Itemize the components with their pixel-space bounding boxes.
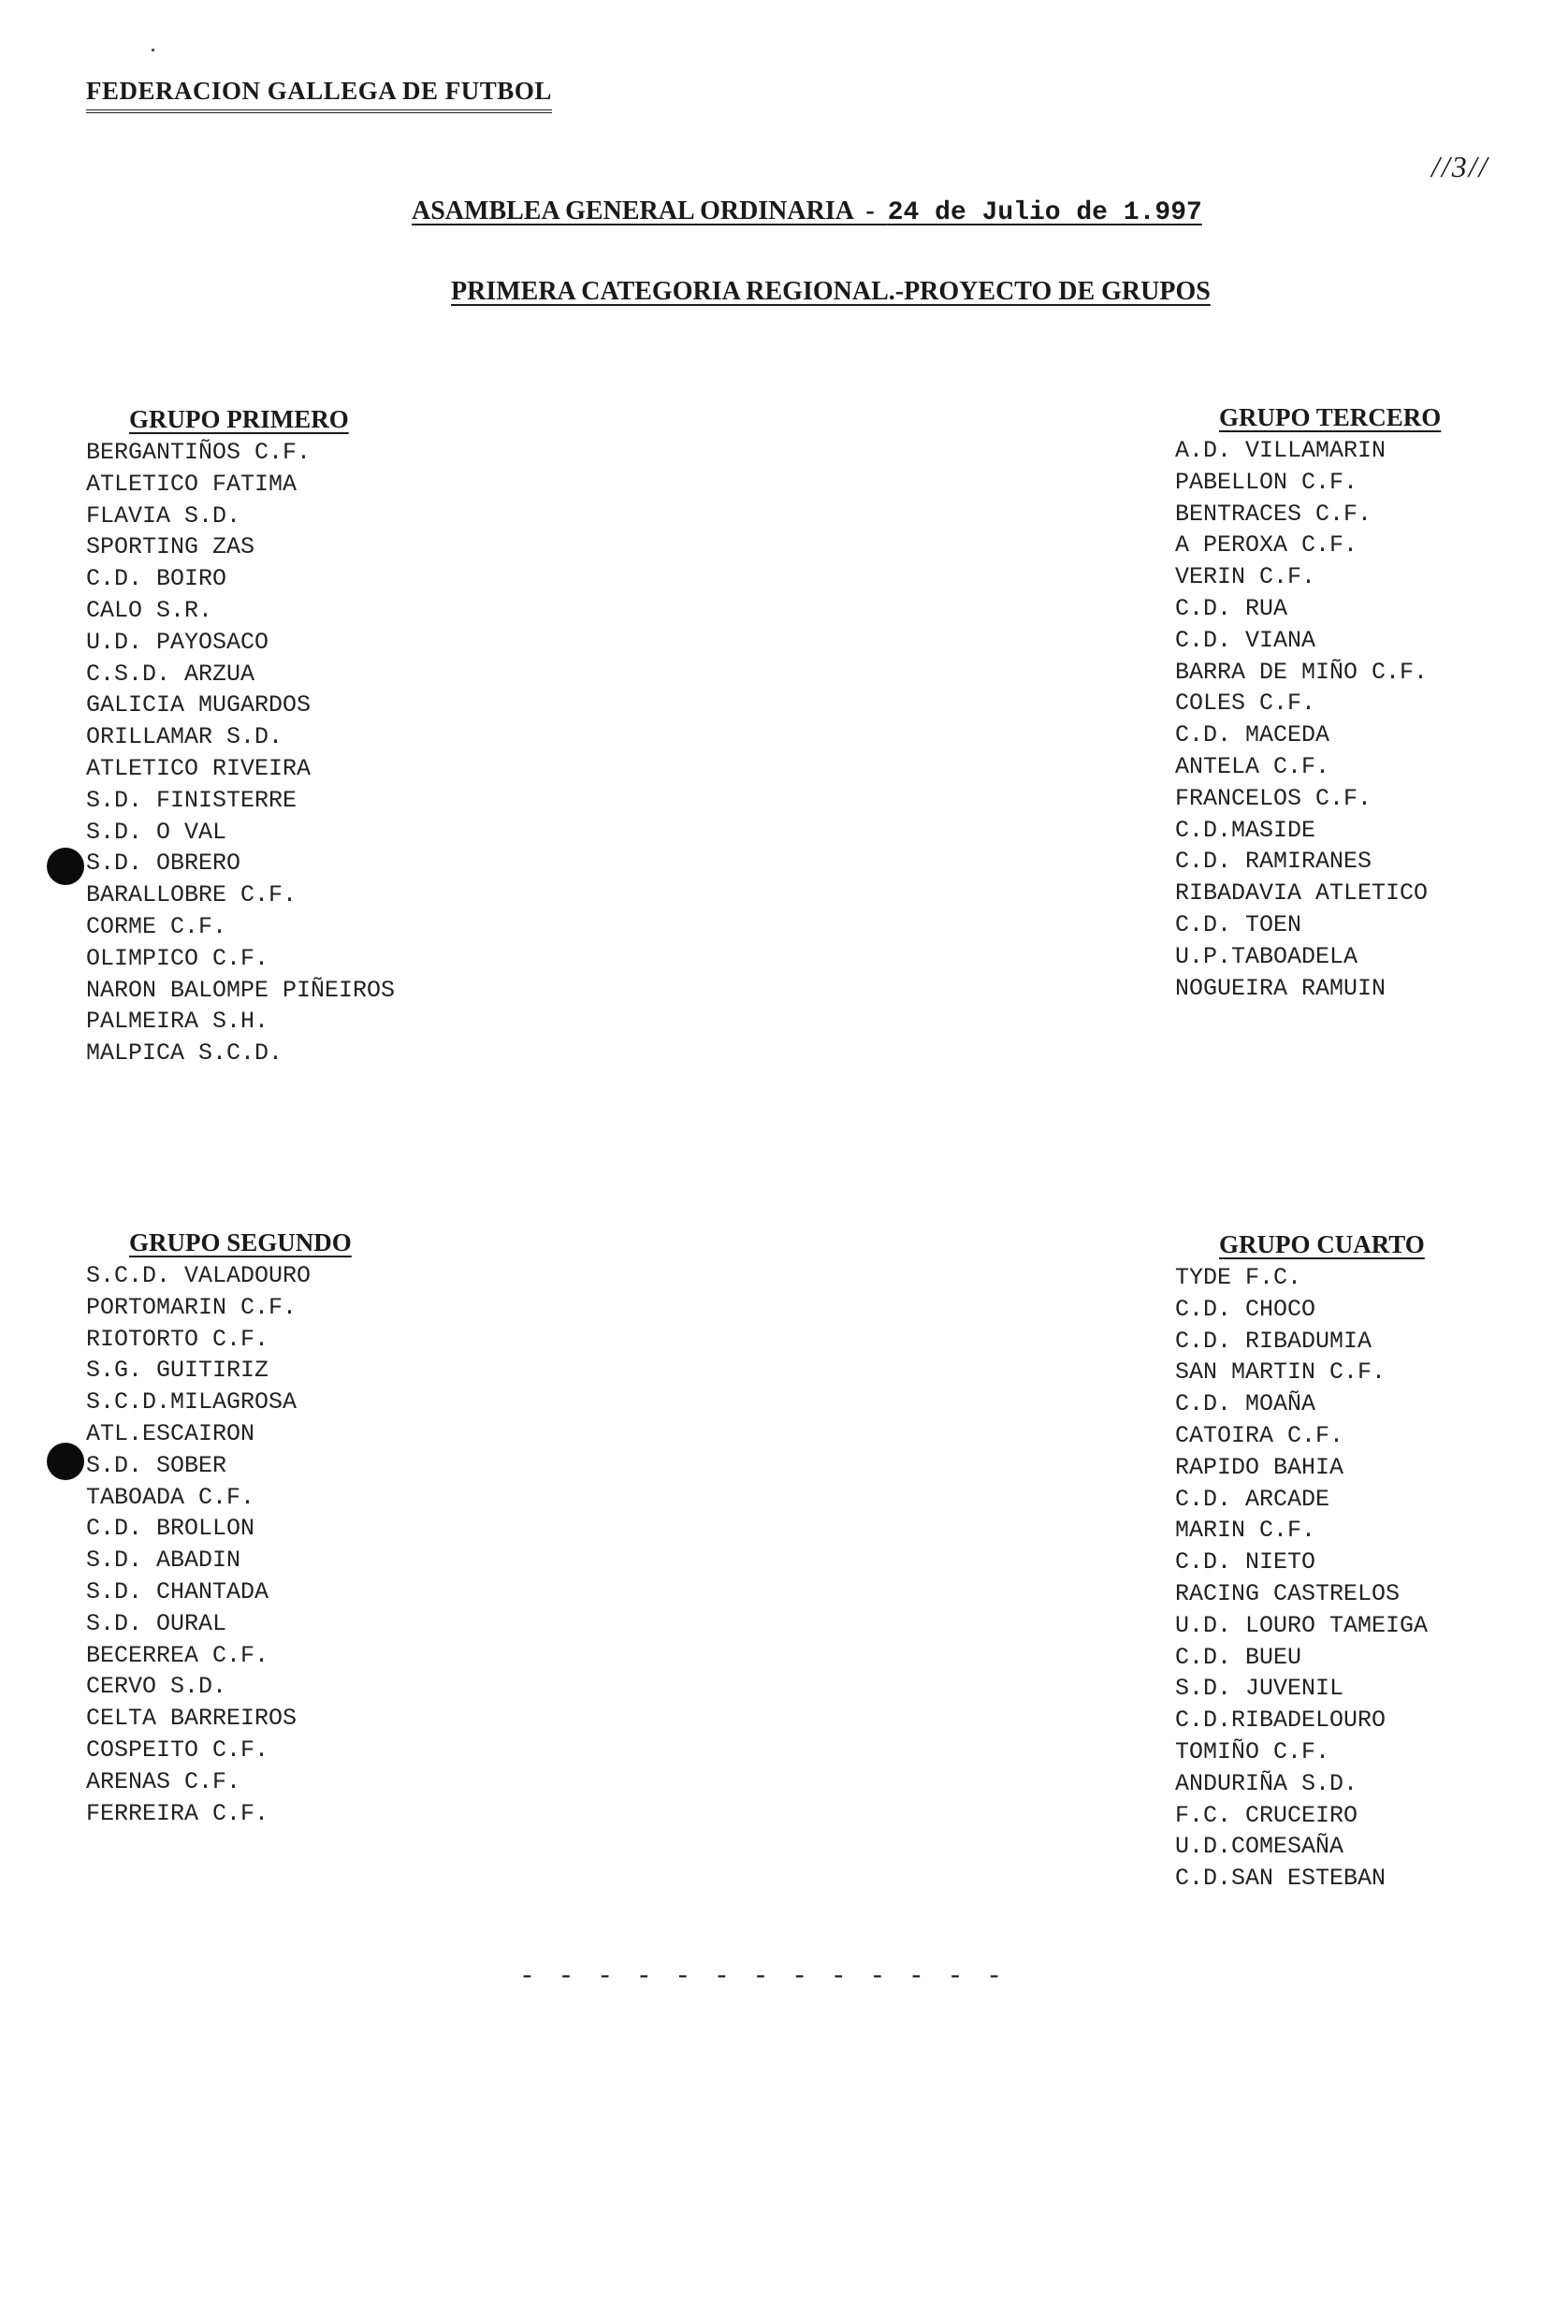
team-item: ARENAS C.F.	[86, 1767, 241, 1795]
team-item: C.D.MASIDE	[1175, 816, 1316, 844]
team-item: CALO S.R.	[86, 596, 213, 624]
team-list	[86, 437, 395, 1069]
team-item: PORTOMARIN C.F.	[86, 1293, 298, 1321]
team-item: C.D. BOIRO	[86, 565, 227, 593]
team-item: S.G. GUITIRIZ	[86, 1357, 269, 1385]
group-tercero	[1175, 403, 1441, 1004]
team-item: PABELLON C.F.	[1175, 468, 1358, 496]
team-item: C.D. CHOCO	[1175, 1295, 1316, 1323]
team-item: ATL.ESCAIRON	[86, 1419, 255, 1447]
team-item: C.D. ARCADE	[1175, 1485, 1330, 1513]
team-item: TOMIÑO C.F.	[1175, 1737, 1330, 1765]
team-item: FRANCELOS C.F.	[1175, 784, 1372, 812]
team-item: U.D. PAYOSACO	[86, 628, 269, 656]
team-item: C.D. MOAÑA	[1175, 1390, 1316, 1418]
team-item: C.S.D. ARZUA	[86, 660, 255, 688]
team-item: U.D.COMESAÑA	[1175, 1833, 1344, 1861]
page-number: //3//	[1431, 150, 1489, 183]
team-item: CELTA BARREIROS	[86, 1705, 298, 1733]
team-item: ANDURIÑA S.D.	[1175, 1769, 1358, 1797]
team-item: GALICIA MUGARDOS	[86, 691, 312, 719]
team-item: A.D. VILLAMARIN	[1175, 437, 1387, 464]
team-item: TABOADA C.F.	[86, 1483, 255, 1511]
team-item: C.D. RIBADUMIA	[1175, 1327, 1372, 1355]
group-title: GRUPO SEGUNDO	[129, 1228, 352, 1256]
team-item: S.D. OBRERO	[86, 850, 241, 878]
team-list	[1175, 1262, 1428, 1895]
team-item: C.D. TOEN	[1175, 910, 1302, 938]
team-item: RACING CASTRELOS	[1175, 1579, 1401, 1607]
team-item: MARIN C.F.	[1175, 1517, 1316, 1545]
team-item: S.C.D. VALADOURO	[86, 1262, 312, 1289]
team-list	[1175, 435, 1441, 1004]
group-cuarto	[1175, 1230, 1428, 1895]
team-item: BARALLOBRE C.F.	[86, 881, 298, 909]
team-item: BARRA DE MIÑO C.F.	[1175, 658, 1429, 686]
team-item: FERREIRA C.F.	[86, 1799, 269, 1827]
group-title: GRUPO CUARTO	[1219, 1230, 1425, 1258]
team-item: U.P.TABOADELA	[1175, 942, 1358, 970]
team-item: COLES C.F.	[1175, 690, 1316, 718]
group-title: GRUPO PRIMERO	[129, 405, 349, 433]
team-item: BENTRACES C.F.	[1175, 500, 1372, 528]
team-item: COSPEITO C.F.	[86, 1736, 269, 1764]
team-item: S.D. FINISTERRE	[86, 786, 298, 814]
team-item: RIOTORTO C.F.	[86, 1325, 269, 1353]
team-item: U.D. LOURO TAMEIGA	[1175, 1611, 1429, 1639]
team-list	[86, 1260, 352, 1829]
team-item: NARON BALOMPE PIÑEIROS	[86, 976, 396, 1004]
team-item: CATOIRA C.F.	[1175, 1421, 1344, 1449]
group-primero	[86, 405, 395, 1069]
team-item: S.D. SOBER	[86, 1451, 227, 1479]
team-item: C.D.RIBADELOURO	[1175, 1707, 1387, 1735]
team-item: F.C. CRUCEIRO	[1175, 1801, 1358, 1829]
team-item: CORME C.F.	[86, 912, 227, 940]
assembly-date: 24 de Julio de 1.997	[887, 198, 1202, 227]
team-item: C.D. BROLLON	[86, 1515, 255, 1543]
team-item: ORILLAMAR S.D.	[86, 723, 283, 751]
organization-name: FEDERACION GALLEGA DE FUTBOL	[86, 77, 552, 113]
group-segundo	[86, 1228, 352, 1829]
team-item: BECERREA C.F.	[86, 1641, 269, 1669]
team-item: SPORTING ZAS	[86, 533, 255, 561]
team-item: S.C.D.MILAGROSA	[86, 1388, 298, 1416]
team-item: C.D. NIETO	[1175, 1548, 1316, 1576]
assembly-title	[412, 196, 1202, 227]
team-item: BERGANTIÑOS C.F.	[86, 439, 312, 466]
team-item: RIBADAVIA ATLETICO	[1175, 879, 1429, 908]
team-item: RAPIDO BAHIA	[1175, 1453, 1344, 1481]
team-item: SAN MARTIN C.F.	[1175, 1358, 1387, 1387]
team-item: MALPICA S.C.D.	[86, 1039, 283, 1068]
punch-hole	[47, 848, 84, 885]
group-title: GRUPO TERCERO	[1219, 403, 1442, 431]
team-item: C.D. RAMIRANES	[1175, 848, 1372, 876]
team-item: CERVO S.D.	[86, 1673, 227, 1701]
team-item: TYDE F.C.	[1175, 1264, 1302, 1291]
team-item: FLAVIA S.D.	[86, 501, 241, 530]
team-item: A PEROXA C.F.	[1175, 531, 1358, 559]
team-item: S.D. OURAL	[86, 1609, 227, 1637]
closing-dashes: - - - - - - - - - - - - -	[519, 1963, 1007, 1992]
assembly-label: ASAMBLEA GENERAL ORDINARIA -	[412, 196, 888, 225]
team-item: C.D.SAN ESTEBAN	[1175, 1865, 1387, 1893]
team-item: S.D. ABADIN	[86, 1547, 241, 1575]
punch-hole	[47, 1443, 84, 1480]
team-item: OLIMPICO C.F.	[86, 944, 269, 972]
team-item: PALMEIRA S.H.	[86, 1008, 269, 1036]
team-item: ATLETICO RIVEIRA	[86, 754, 312, 782]
document-heading: PRIMERA CATEGORIA REGIONAL.-PROYECTO DE GRUPOS	[451, 277, 1211, 306]
team-item: C.D. MACEDA	[1175, 721, 1330, 749]
team-item: S.D. O VAL	[86, 818, 227, 846]
team-item: S.D. CHANTADA	[86, 1577, 269, 1605]
team-item: S.D. JUVENIL	[1175, 1675, 1344, 1703]
team-item: ANTELA C.F.	[1175, 752, 1330, 780]
team-item: C.D. VIANA	[1175, 626, 1316, 654]
team-item: ATLETICO FATIMA	[86, 470, 298, 498]
team-item: VERIN C.F.	[1175, 563, 1316, 591]
scan-speck	[152, 49, 154, 51]
team-item: C.D. RUA	[1175, 594, 1288, 622]
team-item: NOGUEIRA RAMUIN	[1175, 974, 1387, 1002]
team-item: C.D. BUEU	[1175, 1643, 1302, 1671]
